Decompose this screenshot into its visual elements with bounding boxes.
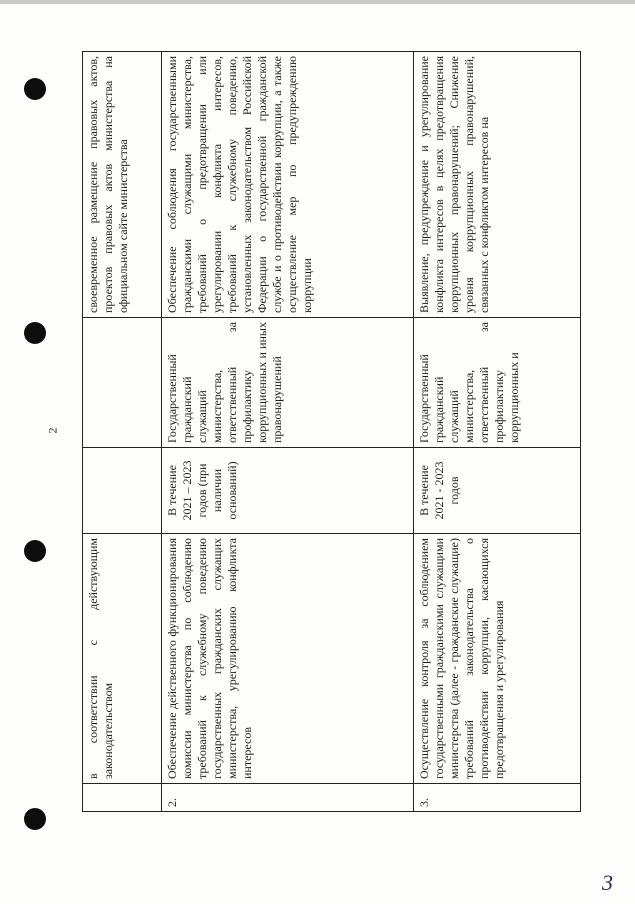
- punch-hole: [24, 322, 46, 344]
- rotated-table-wrapper: [82, 52, 562, 812]
- deadline-cell: [83, 448, 162, 534]
- executor-cell: Государственный гражданский служащий министерства, ответственный за профилактику коррупционных и: [414, 318, 581, 448]
- table-row: [162, 52, 414, 812]
- result-cell: своевременное размещение правовых актов, проектов правовых актов министерства на официальном сайте министерства: [83, 52, 162, 318]
- row-number: [83, 784, 162, 812]
- result-cell: Обеспечение соблюдения государственными гражданскими служащими министерства, требований о предотвращении или урегулировании конфликта интересов, требований к служебному поведению, установленных законодательством Российской Федерации о государственной гражданской службе и о противодействии коррупции, а также осуществление мер по предупреждению коррупции: [162, 52, 414, 318]
- executor-cell: Государственный гражданский служащий министерства, ответственный за профилактику коррупционных и иных правонарушений: [162, 318, 414, 448]
- deadline-cell: В течение 2021 - 2023 годов: [414, 448, 581, 534]
- page-edge: [0, 0, 635, 4]
- table-row: [83, 52, 162, 812]
- page-number: 2: [45, 427, 60, 434]
- deadline-cell: В течение 2021 – 2023 годов (при наличии оснований): [162, 448, 414, 534]
- measure-cell: Обеспечение действенного функционирования комиссии министерства по соблюдению требований к служебному поведению государственных гражданских служащих министерства, урегулированию конфликта интересов: [162, 534, 414, 784]
- table-row: [414, 52, 581, 812]
- measure-cell: Осуществление контроля за соблюдением государственными гражданскими служащими министерства (далее - гражданские служащие) требований законодательства о противодействии коррупции, касающихся предотвращения и урегулирования: [414, 534, 581, 784]
- measure-cell: в соответствии с действующим законодательством: [83, 534, 162, 784]
- punch-hole: [24, 808, 46, 830]
- punch-hole: [24, 78, 46, 100]
- result-cell: Выявление, предупреждение и урегулирование конфликта интересов в целях предотвращения коррупционных правонарушений; Снижение уровня коррупционных правонарушений, связанных с конфликтом интересов на: [414, 52, 581, 318]
- row-number: 3.: [414, 784, 581, 812]
- row-number: 2.: [162, 784, 414, 812]
- punch-hole: [24, 540, 46, 562]
- handwritten-page-number: 3: [602, 870, 613, 895]
- executor-cell: [83, 318, 162, 448]
- anticorruption-plan-table: [82, 51, 581, 812]
